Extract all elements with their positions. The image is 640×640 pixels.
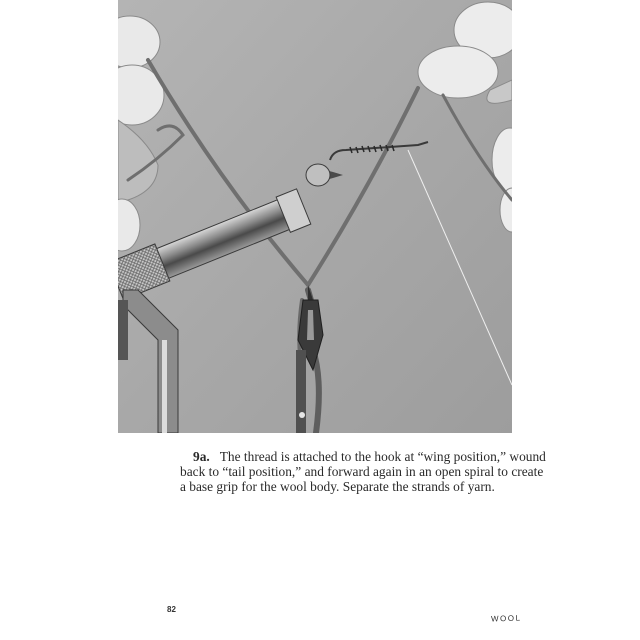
figure-number: 9a. [193, 449, 210, 464]
page-number: 82 [167, 605, 176, 614]
caption-line-3: a base grip for the wool body. Separate the strands of yarn. [180, 479, 495, 494]
caption-line-2: back to “tail position,” and forward again in an open spiral to create [180, 464, 544, 479]
fly-tying-photo-illustration [118, 0, 512, 433]
figure-caption [180, 449, 546, 494]
figure-photo [118, 0, 512, 433]
running-title: WOOL [490, 613, 522, 624]
caption-line-1 [180, 449, 546, 464]
caption-text-1: The thread is attached to the hook at “wing position,” wound [219, 449, 546, 464]
